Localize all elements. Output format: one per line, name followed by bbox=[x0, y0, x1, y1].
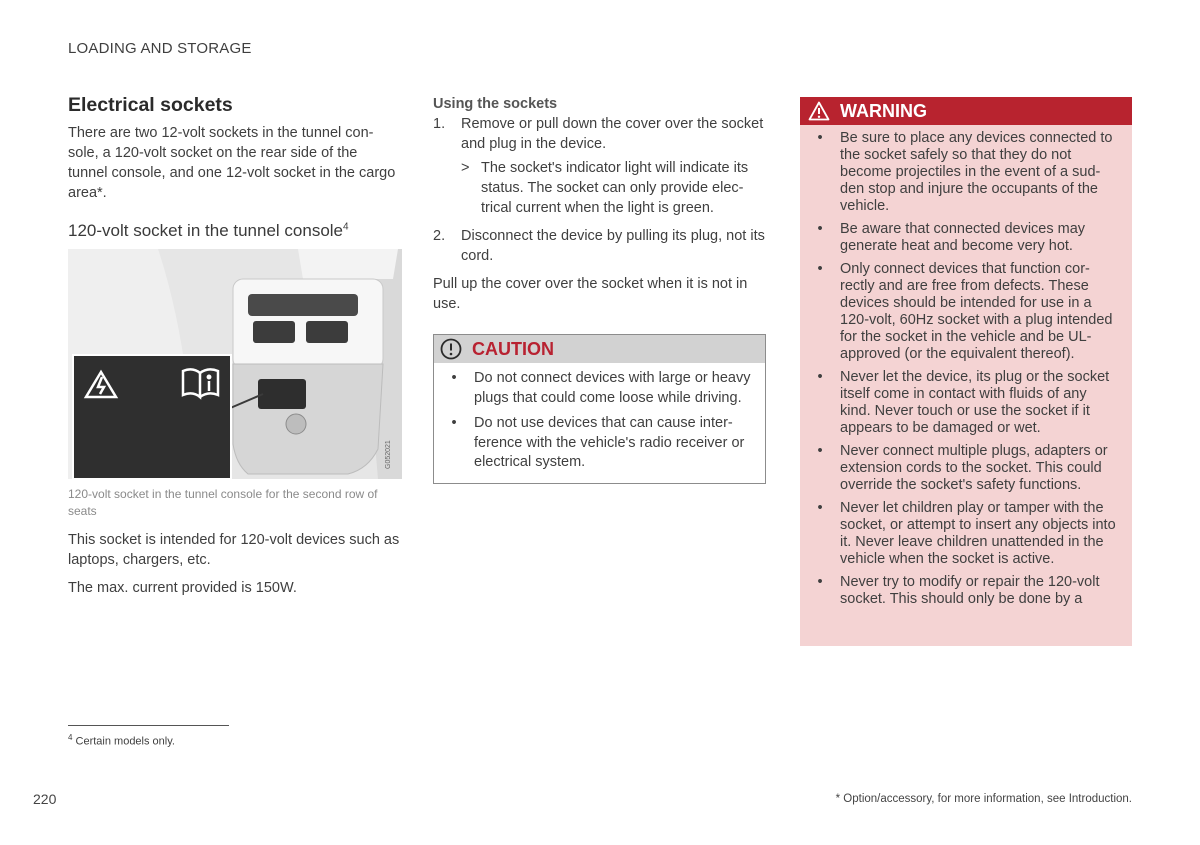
bullet-icon: • bbox=[817, 130, 823, 146]
paragraph-max-current: The max. current provided is 150W. bbox=[68, 580, 297, 596]
warning-title: WARNING bbox=[840, 100, 927, 121]
caution-item bbox=[434, 369, 751, 408]
warning-item bbox=[800, 500, 1116, 568]
warning-item-text: Never let the device, its plug or the socket itself come in contact with fluids of any kind. Never touch or use the socket if it appears to be damaged or wet. bbox=[840, 369, 1110, 436]
page-number: 220 bbox=[33, 791, 57, 807]
step-number: 1. bbox=[433, 116, 446, 132]
bullet-icon: • bbox=[817, 221, 823, 237]
footnote bbox=[68, 733, 175, 748]
step-number: 2. bbox=[433, 228, 446, 244]
result-marker: > bbox=[461, 160, 470, 176]
page-title: Electrical sockets bbox=[68, 94, 233, 116]
column-1 bbox=[68, 94, 400, 598]
step-text: Disconnect the device by pulling its plug, not its cord. bbox=[461, 228, 765, 264]
warning-item-text: Only connect devices that function cor-rectly and are free from defects. These devices should be intended for use in a 120-volt, 60Hz socket with a plug intended for the socket in the vehicle and be UL-approved (or the equivalent thereof). bbox=[840, 261, 1113, 362]
using-heading: Using the sockets bbox=[433, 96, 558, 112]
warning-item bbox=[800, 221, 1116, 255]
cover-paragraph: Pull up the cover over the socket when it is not in use. bbox=[433, 276, 748, 312]
warning-list bbox=[800, 125, 1132, 608]
result-text: The socket's indicator light will indicate its status. The socket can only provide elec-trical current when the light is green. bbox=[481, 160, 749, 216]
console-drawing bbox=[68, 249, 402, 479]
bullet-icon: • bbox=[451, 415, 457, 431]
footnote-number: 4 bbox=[68, 733, 73, 742]
step-2 bbox=[433, 226, 766, 266]
warning-header bbox=[800, 97, 1132, 125]
option-note: * Option/accessory, for more information, see Introduction. bbox=[835, 793, 1132, 805]
caution-title: CAUTION bbox=[472, 338, 554, 359]
warning-item-text: Never try to modify or repair the 120-volt socket. This should only be done by a bbox=[840, 574, 1100, 607]
warning-item bbox=[800, 443, 1116, 494]
caution-icon bbox=[440, 338, 462, 360]
bullet-icon: • bbox=[817, 261, 823, 277]
column-2 bbox=[433, 96, 766, 484]
step-text: Remove or pull down the cover over the socket and plug in the device. bbox=[461, 116, 764, 152]
bullet-icon: • bbox=[451, 370, 457, 386]
caution-header bbox=[434, 335, 765, 363]
caution-item-text: Do not connect devices with large or heavy plugs that could come loose while driving. bbox=[474, 370, 751, 406]
caution-box bbox=[433, 334, 766, 484]
subtitle bbox=[68, 221, 400, 241]
caution-item bbox=[434, 414, 751, 473]
paragraph-purpose: This socket is intended for 120-volt devices such as laptops, chargers, etc. bbox=[68, 532, 400, 568]
figure-code: G052021 bbox=[385, 440, 392, 469]
caution-list bbox=[434, 363, 765, 483]
warning-item-text: Be sure to place any devices connected to the socket safely so that they do not become projectiles in the event of a sud-den stop and injure the occupants of the vehicle. bbox=[840, 130, 1113, 214]
figure-caption: 120-volt socket in the tunnel console for the second row of seats bbox=[68, 487, 378, 518]
warning-item-text: Be aware that connected devices may generate heat and become very hot. bbox=[840, 221, 1086, 254]
warning-item bbox=[800, 369, 1116, 437]
bullet-icon: • bbox=[817, 443, 823, 459]
bullet-icon: • bbox=[817, 500, 823, 516]
footnote-text: Certain models only. bbox=[75, 735, 175, 748]
bullet-icon: • bbox=[817, 574, 823, 590]
bullet-icon: • bbox=[817, 369, 823, 385]
section-title: LOADING AND STORAGE bbox=[68, 40, 252, 57]
warning-triangle-icon bbox=[808, 101, 830, 121]
footnote-rule bbox=[68, 725, 229, 726]
subtitle-text: 120-volt socket in the tunnel console bbox=[68, 221, 344, 240]
warning-item bbox=[800, 261, 1116, 363]
warning-item-text: Never connect multiple plugs, adapters or extension cords to the socket. This could override the socket's safety functions. bbox=[840, 443, 1108, 493]
warning-item bbox=[800, 130, 1116, 215]
warning-item bbox=[800, 574, 1116, 608]
step-1-result bbox=[461, 158, 766, 218]
socket-illustration bbox=[68, 249, 402, 479]
step-1 bbox=[433, 114, 766, 154]
caution-item-text: Do not use devices that can cause inter-ference with the vehicle's radio receiver or electrical system. bbox=[474, 415, 745, 470]
intro-paragraph: There are two 12-volt sockets in the tunnel con-sole, a 120-volt socket on the rear side of the tunnel console, and one 12-volt socket in the cargo area*. bbox=[68, 125, 396, 201]
warning-box bbox=[800, 97, 1132, 646]
warning-item-text: Never let children play or tamper with the socket, or attempt to insert any objects into it. Never leave children unattended in the vehicle when the socket is active. bbox=[840, 500, 1116, 567]
footnote-ref: 4 bbox=[343, 221, 349, 233]
